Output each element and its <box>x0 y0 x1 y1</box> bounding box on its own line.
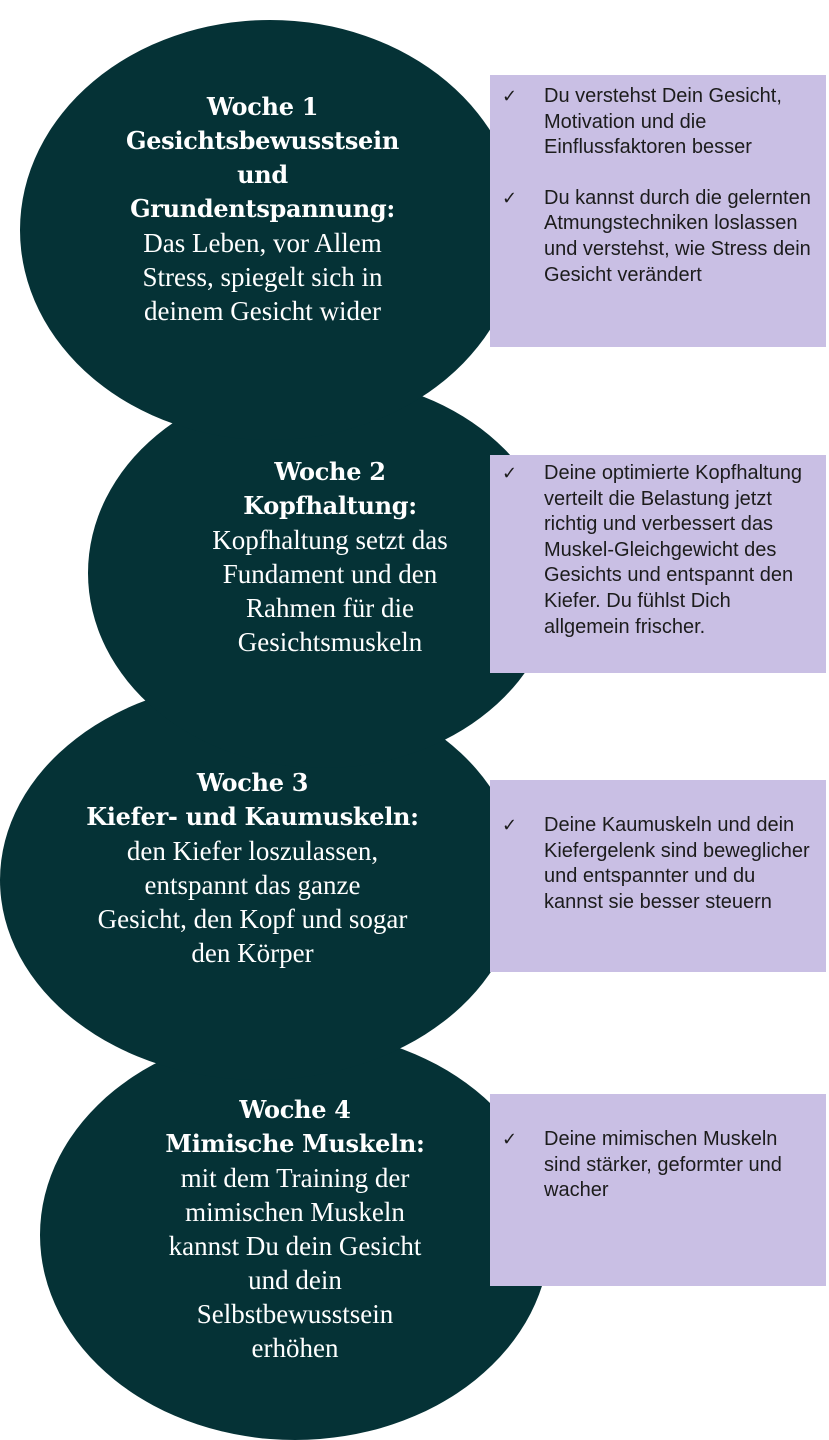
week-4-description-line: erhöhen <box>251 1333 339 1363</box>
week-3-title-line: Woche 3 <box>196 768 309 797</box>
week-1-description-line: Das Leben, vor Allem <box>143 228 382 258</box>
week-3-description-line: den Körper <box>191 938 314 968</box>
benefit-item <box>490 84 826 161</box>
week-2-title-line: Woche 2 <box>274 457 386 486</box>
checkmark-icon: ✓ <box>502 86 518 107</box>
week-1-title-line: Gesichtsbewusstsein <box>126 126 399 155</box>
week-4-description-line: und dein <box>248 1265 342 1295</box>
week-2-text <box>180 455 480 659</box>
week-1-description-line: deinem Gesicht wider <box>144 296 381 326</box>
week-4-description-line: Selbstbewusstsein <box>196 1299 394 1329</box>
week-2-description-line: Kopfhaltung setzt das <box>212 525 448 555</box>
checkmark-icon: ✓ <box>502 187 518 209</box>
week-2-description-line: Fundament und den <box>222 559 438 589</box>
benefit-text: Deine optimierte Kopfhaltung verteilt die Belastung jetzt richtig und verbessert das Muskel-Gleichgewicht des Gesichts und entspannt den Kiefer. Du fühlst Dich allgemein frischer. <box>544 462 802 638</box>
week-2-benefits-box <box>490 455 826 673</box>
week-1-description-line: Stress, spiegelt sich in <box>142 262 383 292</box>
week-4-description-line: kannst Du dein Gesicht <box>168 1231 422 1261</box>
week-4-title-line: Mimische Muskeln: <box>165 1129 425 1158</box>
week-3-description-line: Gesicht, den Kopf und sogar <box>97 904 408 934</box>
benefit-item <box>490 461 826 640</box>
week-1-text <box>90 90 435 328</box>
week-1-title-line: Grundentspannung: <box>130 194 395 223</box>
week-2-title-line: Kopfhaltung: <box>243 491 417 520</box>
benefit-text: Du kannst durch die gelernten Atmungstechniken loslassen und verstehst, wie Stress dein Gesicht verändert <box>544 186 811 286</box>
benefit-item <box>490 186 826 288</box>
week-3-benefits-box <box>490 780 826 972</box>
checkmark-icon: ✓ <box>502 1129 518 1150</box>
week-1-benefits-box <box>490 75 826 347</box>
week-2-description-line: Rahmen für die <box>246 593 414 623</box>
week-4-description-line: mimischen Muskeln <box>185 1197 405 1227</box>
week-3-description-line: entspannt das ganze <box>144 870 361 900</box>
benefit-text: Deine Kaumuskeln und dein Kiefergelenk sind beweglicher und entspannter und du kannst sie besser steuern <box>544 814 810 913</box>
benefit-item <box>490 1127 826 1204</box>
week-3-description-line: den Kiefer loszulassen, <box>126 836 379 866</box>
benefit-text: Du verstehst Dein Gesicht, Motivation und die Einflussfaktoren besser <box>544 85 782 159</box>
checkmark-icon: ✓ <box>502 815 518 836</box>
week-4-text <box>135 1093 455 1365</box>
benefit-text: Deine mimischen Muskeln sind stärker, geformter und wacher <box>544 1128 782 1202</box>
checkmark-icon: ✓ <box>502 463 518 484</box>
week-4-title-line: Woche 4 <box>239 1095 351 1124</box>
week-1-title-line: Woche 1 <box>206 92 319 121</box>
benefit-item <box>490 813 826 915</box>
week-4-description-line: mit dem Training der <box>180 1163 410 1193</box>
week-3-text <box>70 766 435 970</box>
week-3-title-line: Kiefer- und Kaumuskeln: <box>86 802 419 831</box>
week-4-benefits-box <box>490 1094 826 1286</box>
week-1-title-line: und <box>237 160 288 189</box>
week-2-description-line: Gesichtsmuskeln <box>237 627 423 657</box>
